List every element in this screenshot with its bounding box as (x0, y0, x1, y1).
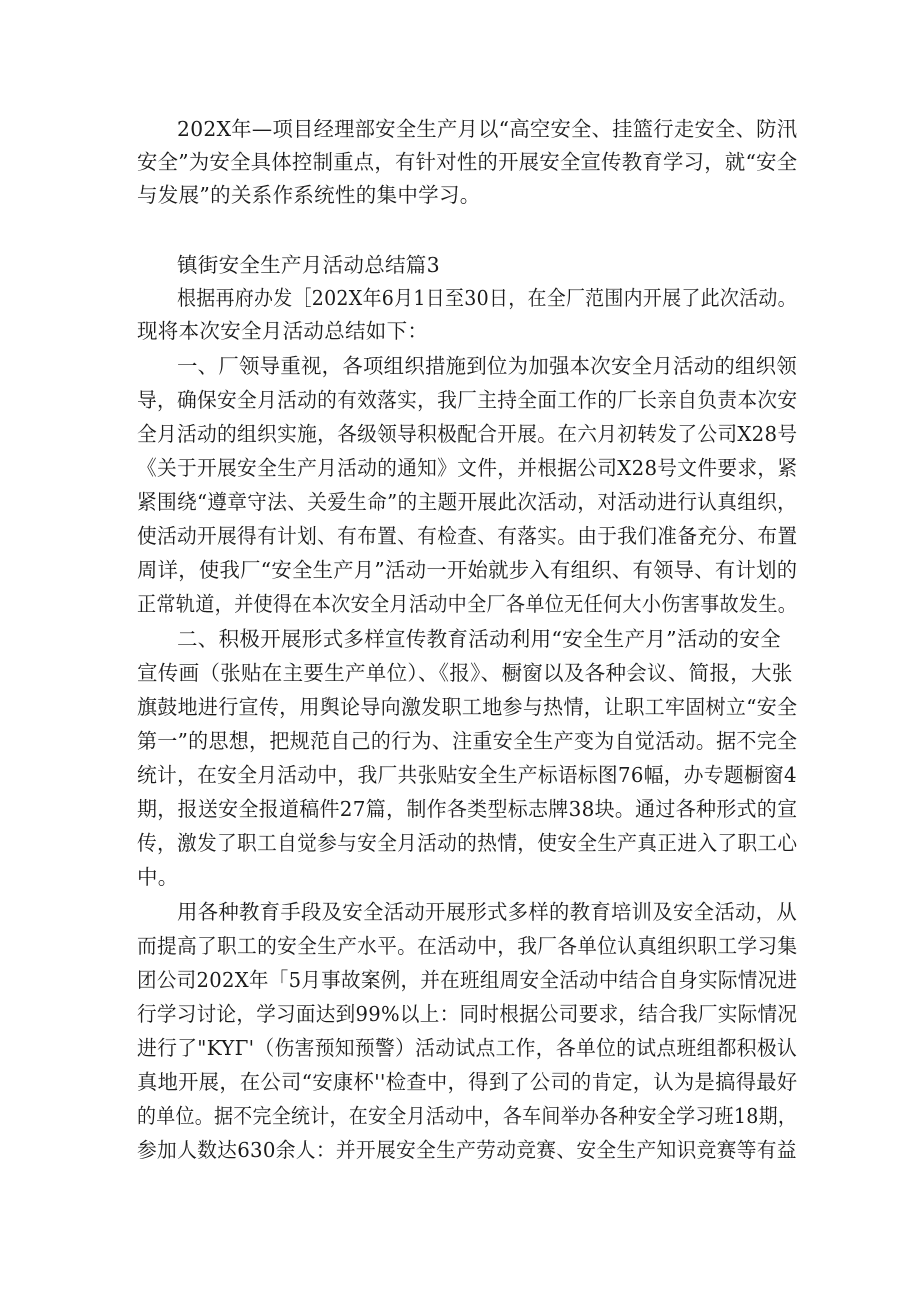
para4-line-6: 期，报送安全报道稿件27篇，制作各类型标志牌38块。通过各种形式的宣 (137, 797, 798, 821)
para4-line-1: 二、积极开展形式多样宣传教育活动利用“安全生产月”活动的安全 (177, 627, 781, 651)
para3-line-3: 全月活动的组织实施，各级领导积极配合开展。在六月初转发了公司X28号 (137, 422, 798, 446)
para2-line-2: 现将本次安全月活动总结如下： (137, 319, 429, 343)
para2-line-1: 根据再府办发［202X年6月1日至30日，在全厂范围内开展了此次活动。 (177, 286, 797, 310)
para4-line-3: 旗鼓地进行宣传，用舆论导向激发职工地参与热情，让职工牢固树立“安全 (137, 695, 798, 719)
para1-line-3: 与发展”的关系作系统性的集中学习。 (137, 183, 481, 207)
para3-line-4: 《关于开展安全生产月活动的通知》文件，并根据公司X28号文件要求，紧 (137, 456, 798, 480)
document-page (137, 0, 797, 1301)
para4-line-5: 统计，在安全月活动中，我厂共张贴安全生产标语标图76幅，办专题橱窗4 (137, 763, 797, 787)
para4-line-8: 中。 (137, 865, 179, 889)
para5-line-2: 而提高了职工的安全生产水平。在活动中，我厂各单位认真组织职工学习集 (137, 934, 798, 958)
para5-line-5: 进行了"KYΓ'（伤害预知预警）活动试点工作，各单位的试点班组都积极认 (137, 1036, 798, 1060)
para3-line-7: 周详，使我厂“安全生产月”活动一开始就步入有组织、有领导、有计划的 (137, 558, 798, 582)
para3-line-6: 使活动开展得有计划、有布置、有检查、有落实。由于我们准备充分、布置 (137, 524, 798, 548)
para1-line-1: 202X年—项目经理部安全生产月以“高空安全、挂篮行走安全、防汛 (177, 117, 798, 141)
para5-line-8: 参加人数达630余人：并开展安全生产劳动竞赛、安全生产知识竞赛等有益 (137, 1138, 797, 1162)
para5-line-7: 的单位。据不完全统计，在安全月活动中，各车间举办各种安全学习班18期， (137, 1104, 798, 1128)
para5-line-1: 用各种教育手段及安全活动开展形式多样的教育培训及安全活动，从 (177, 900, 798, 924)
para1-line-2: 安全”为安全具体控制重点，有针对性的开展安全宣传教育学习，就“安全 (137, 150, 798, 174)
para3-line-8: 正常轨道，并使得在本次安全月活动中全厂各单位无任何大小伤害事故发生。 (137, 592, 798, 616)
para5-line-4: 行学习讨论，学习面达到99%以上：同时根据公司要求，结合我厂实际情况 (137, 1002, 798, 1026)
para3-line-5: 紧围绕“遵章守法、关爱生命”的主题开展此次活动，对活动进行认真组织， (137, 490, 798, 514)
para4-line-7: 传，激发了职工自觉参与安全月活动的热情，使安全生产真正进入了职工心 (137, 831, 798, 855)
section-heading: 镇街安全生产月活动总结篇3 (177, 253, 440, 277)
para5-line-3: 团公司202X年「5月事故案例，并在班组周安全活动中结合自身实际情况进 (137, 968, 798, 992)
para4-line-4: 第一”的思想，把规范自己的行为、注重安全生产变为自觉活动。据不完全 (137, 729, 798, 753)
para5-line-6: 真地开展，在公司“安康杯''检查中，得到了公司的肯定，认为是搞得最好 (137, 1070, 798, 1094)
para3-line-2: 导，确保安全月活动的有效落实，我厂主持全面工作的厂长亲自负责本次安 (137, 388, 798, 412)
para4-line-2: 宣传画（张贴在主要生产单位）、《报》、橱窗以及各种会议、简报，大张 (137, 661, 793, 685)
para3-line-1: 一、厂领导重视，各项组织措施到位为加强本次安全月活动的组织领 (177, 354, 798, 378)
